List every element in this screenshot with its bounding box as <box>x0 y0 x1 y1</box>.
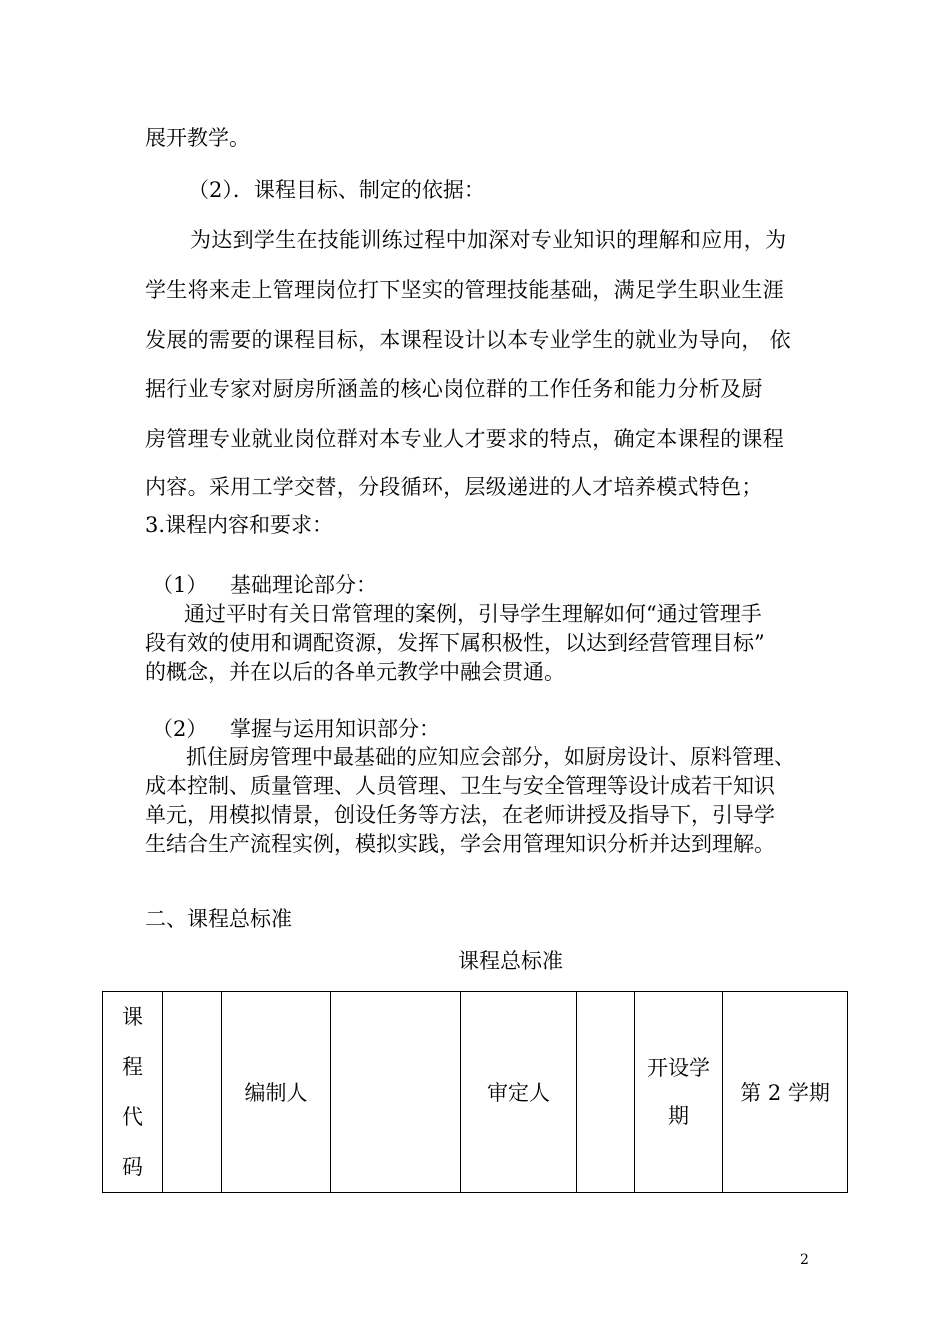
sub1-line-2: 段有效的使用和调配资源，发挥下属积极性，以达到经营管理目标” <box>145 631 765 655</box>
goal-paragraph-line-4: 据行业专家对厨房所涵盖的核心岗位群的工作任务和能力分析及厨 <box>145 377 763 401</box>
sub1-title: 基础理论部分： <box>230 573 377 597</box>
sub2-number: （2） <box>152 717 208 741</box>
cell-reviewer-label: 审定人 <box>461 992 577 1193</box>
sub1-number: （1） <box>152 573 208 597</box>
section-2-heading: 二、课程总标准 <box>145 907 292 931</box>
sub2-line-1: 抓住厨房管理中最基础的应知应会部分，如厨房设计、原料管理、 <box>186 745 795 769</box>
cell-reviewer-value <box>577 992 635 1193</box>
section-3-heading: 3.课程内容和要求： <box>145 513 334 537</box>
cell-author-value <box>331 992 461 1193</box>
paragraph-end-line: 展开教学。 <box>145 126 250 150</box>
sub2-line-2: 成本控制、质量管理、人员管理、卫生与安全管理等设计成若干知识 <box>145 774 775 798</box>
goal-paragraph-line-2: 学生将来走上管理岗位打下坚实的管理技能基础，满足学生职业生涯 <box>145 278 784 302</box>
cell-course-code-label: 课 程 代 码 <box>103 992 163 1193</box>
cell-author-label: 编制人 <box>222 992 331 1193</box>
sub1-line-1: 通过平时有关日常管理的案例，引导学生理解如何“通过管理手 <box>184 602 762 626</box>
cell-semester-label: 开设学 期 <box>635 992 723 1193</box>
sub1-line-3: 的概念，并在以后的各单元教学中融会贯通。 <box>145 660 565 684</box>
sub2-line-4: 生结合生产流程实例，模拟实践，学会用管理知识分析并达到理解。 <box>145 832 775 856</box>
page-number: 2 <box>800 1252 809 1268</box>
table-row <box>103 992 848 1193</box>
goal-paragraph-line-6: 内容。采用工学交替，分段循环，层级递进的人才培养模式特色； <box>145 475 763 499</box>
sub2-title: 掌握与运用知识部分： <box>230 717 440 741</box>
sub2-line-3: 单元，用模拟情景，创设任务等方法，在老师讲授及指导下，引导学 <box>145 803 775 827</box>
course-standard-table <box>102 991 848 1193</box>
goal-heading: （2）．课程目标、制定的依据： <box>188 178 485 202</box>
cell-semester-value: 第 2 学期 <box>723 992 848 1193</box>
goal-paragraph-line-1: 为达到学生在技能训练过程中加深对专业知识的理解和应用，为 <box>190 228 787 252</box>
table-title: 课程总标准 <box>458 949 563 973</box>
goal-paragraph-line-3: 发展的需要的课程目标，本课程设计以本专业学生的就业为导向， 依 <box>145 328 791 352</box>
goal-paragraph-line-5: 房管理专业就业岗位群对本专业人才要求的特点，确定本课程的课程 <box>145 427 784 451</box>
cell-course-code-value <box>163 992 222 1193</box>
